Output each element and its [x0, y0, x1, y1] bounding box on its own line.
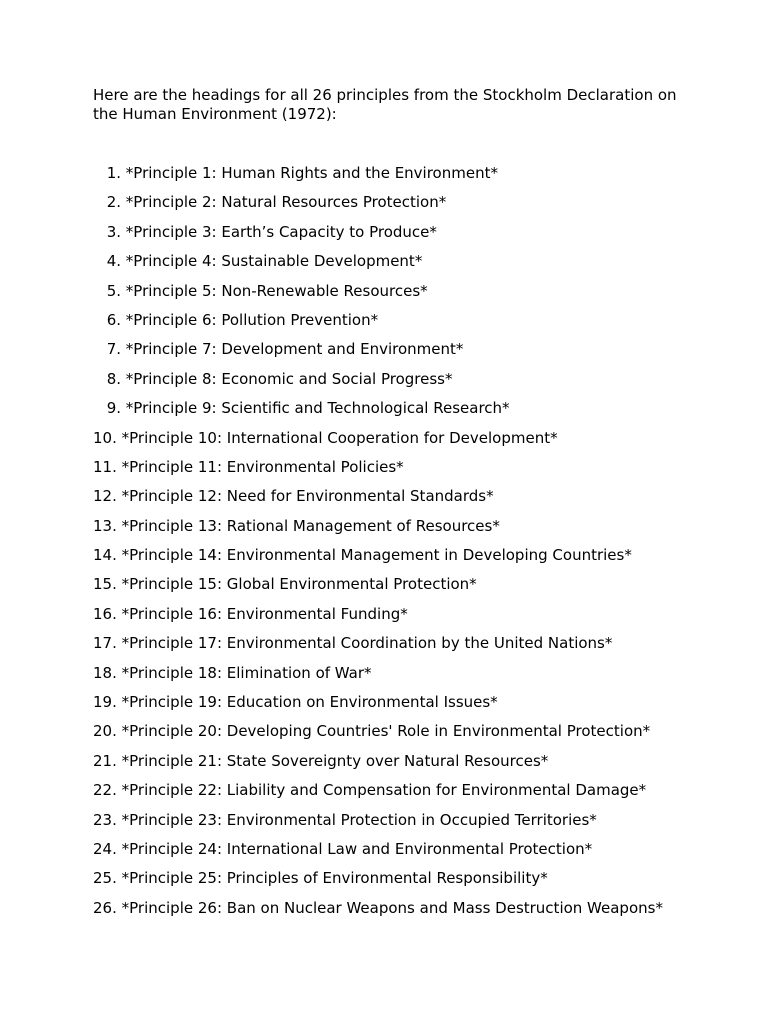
list-item-text: *Principle 6: Pollution Prevention* [125, 310, 379, 329]
list-item-number: 23. [93, 810, 117, 829]
list-item-number: 19. [93, 693, 117, 712]
list-item [93, 605, 683, 624]
list-item-number: 26. [93, 898, 117, 917]
list-item [93, 575, 683, 594]
list-item [93, 164, 683, 183]
list-item-number: 12. [93, 487, 117, 506]
list-item-number: 17. [93, 634, 117, 653]
list-item [93, 634, 683, 653]
list-item [93, 429, 683, 448]
list-item-number: 11. [93, 457, 117, 476]
list-item-number: 15. [93, 575, 117, 594]
list-item-number: 9. [106, 399, 121, 418]
list-item-text: *Principle 25: Principles of Environmental Responsibility* [121, 869, 548, 888]
list-item-text: *Principle 5: Non-Renewable Resources* [125, 281, 428, 300]
list-item-text: *Principle 1: Human Rights and the Environment* [125, 164, 498, 182]
list-item-text: *Principle 10: International Cooperation for Development* [121, 428, 558, 447]
list-item-text: *Principle 24: International Law and Environmental Protection* [121, 839, 593, 858]
list-item-number: 16. [93, 604, 117, 623]
list-item [93, 223, 683, 242]
list-item-number: 22. [93, 781, 117, 800]
list-item [93, 193, 683, 212]
list-item [93, 752, 683, 771]
list-item [93, 781, 683, 800]
list-item [93, 399, 683, 418]
list-item [93, 899, 683, 918]
list-item-text: *Principle 12: Need for Environmental Standards* [121, 487, 494, 506]
list-item-text: *Principle 9: Scientific and Technological Research* [125, 399, 510, 418]
list-item [93, 546, 683, 565]
list-item [93, 282, 683, 301]
list-item-number: 5. [106, 281, 121, 300]
list-item [93, 869, 683, 888]
list-item-text: *Principle 11: Environmental Policies* [121, 457, 404, 476]
list-item-text: *Principle 4: Sustainable Development* [125, 252, 423, 271]
list-item-number: 6. [106, 310, 121, 329]
list-item-number: 20. [93, 722, 117, 741]
list-item [93, 664, 683, 683]
list-item-number: 8. [106, 369, 121, 388]
list-item-number: 13. [93, 516, 117, 535]
list-item-number: 1. [106, 164, 121, 182]
list-item-number: 25. [93, 869, 117, 888]
list-item-number: 24. [93, 839, 117, 858]
list-item-text: *Principle 21: State Sovereignty over Natural Resources* [121, 751, 549, 770]
list-item-number: 21. [93, 751, 117, 770]
list-item-text: *Principle 18: Elimination of War* [121, 663, 372, 682]
list-item-text: *Principle 2: Natural Resources Protection* [125, 193, 447, 212]
list-item-text: *Principle 15: Global Environmental Protection* [121, 575, 477, 594]
list-item-text: *Principle 7: Development and Environment* [125, 340, 464, 359]
list-item-text: *Principle 22: Liability and Compensation for Environmental Damage* [121, 781, 647, 800]
list-item-text: *Principle 14: Environmental Management in Developing Countries* [121, 546, 632, 565]
list-item-text: *Principle 23: Environmental Protection in Occupied Territories* [121, 810, 597, 829]
list-item [93, 311, 683, 330]
list-item [93, 252, 683, 271]
list-item-text: *Principle 8: Economic and Social Progress* [125, 369, 453, 388]
document-page [93, 86, 683, 928]
list-item-text: *Principle 26: Ban on Nuclear Weapons and Mass Destruction Weapons* [121, 898, 663, 917]
list-item-number: 4. [106, 252, 121, 271]
list-item-number: 10. [93, 428, 117, 447]
list-item-text: *Principle 16: Environmental Funding* [121, 604, 408, 623]
list-item [93, 340, 683, 359]
list-item [93, 458, 683, 477]
list-item-text: *Principle 19: Education on Environmental Issues* [121, 693, 498, 712]
list-item-number: 14. [93, 546, 117, 565]
intro-paragraph: Here are the headings for all 26 principles from the Stockholm Declaration on the Human Environment (1972): [93, 86, 677, 123]
list-item [93, 517, 683, 536]
list-item-number: 3. [106, 222, 121, 241]
list-item-text: *Principle 17: Environmental Coordination by the United Nations* [121, 634, 613, 653]
list-item-text: *Principle 13: Rational Management of Resources* [121, 516, 500, 535]
list-item-number: 2. [106, 193, 121, 212]
list-item-text: *Principle 3: Earth’s Capacity to Produce* [125, 222, 437, 241]
list-item [93, 487, 683, 506]
list-item [93, 840, 683, 859]
list-item [93, 693, 683, 712]
list-item [93, 811, 683, 830]
principles-list [93, 164, 683, 918]
list-item [93, 370, 683, 389]
list-item [93, 722, 683, 741]
list-item-text: *Principle 20: Developing Countries' Role in Environmental Protection* [121, 722, 651, 741]
list-item-number: 7. [106, 340, 121, 359]
list-item-number: 18. [93, 663, 117, 682]
